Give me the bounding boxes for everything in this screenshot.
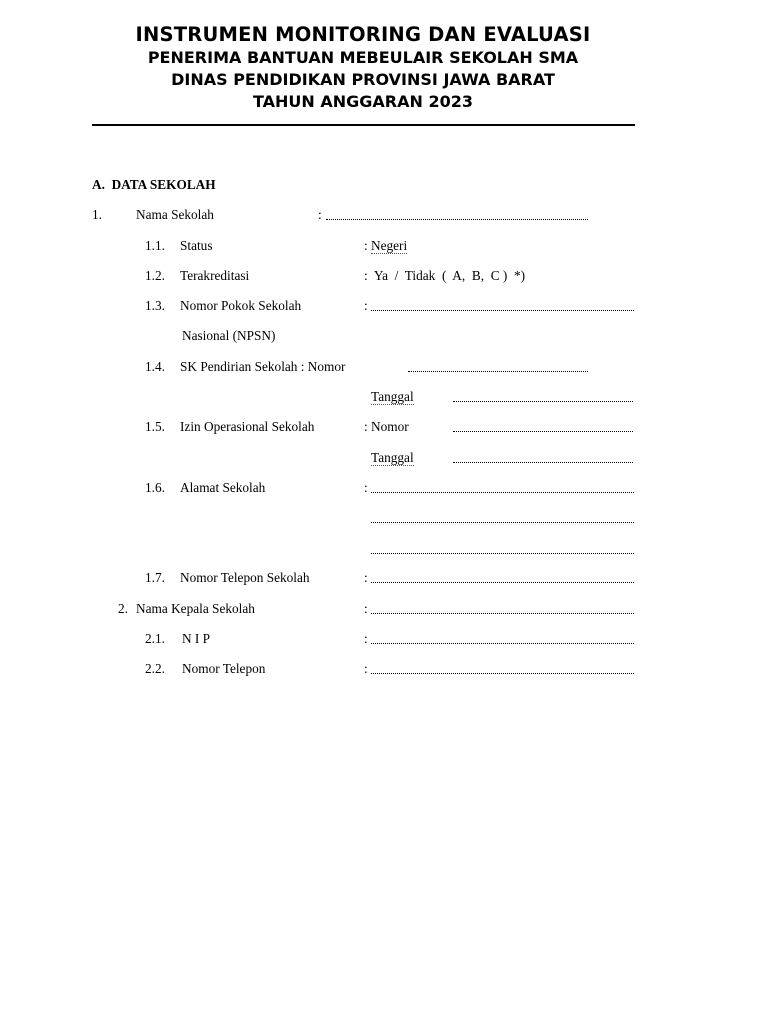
header-subtitle-1: PENERIMA BANTUAN MEBEULAIR SEKOLAH SMA: [147, 48, 579, 67]
izin-operasional-nomor-field[interactable]: [453, 431, 633, 432]
item1-1-number: 1.1.: [145, 238, 165, 253]
item1-5-label: Izin Operasional Sekolah: [180, 419, 315, 434]
item1-4-number: 1.4.: [145, 359, 165, 374]
header-subtitle-2: DINAS PENDIDIKAN PROVINSI JAWA BARAT: [171, 70, 555, 89]
item1-5-nomor-label: : Nomor: [364, 419, 409, 434]
item1-3-colon: :: [364, 298, 368, 313]
item1-number: 1.: [92, 207, 102, 222]
item2-1-label: N I P: [182, 631, 211, 646]
npsn-field[interactable]: [371, 310, 634, 311]
status-value-text: Negeri: [371, 238, 408, 253]
item1-7-label: Nomor Telepon Sekolah: [180, 570, 310, 585]
status-value: [371, 238, 407, 254]
header-title: INSTRUMEN MONITORING DAN EVALUASI: [135, 23, 591, 46]
nip-field[interactable]: [371, 643, 634, 644]
kepala-sekolah-field[interactable]: [371, 613, 634, 614]
header-subtitle-3: TAHUN ANGGARAN 2023: [252, 92, 473, 111]
telepon-sekolah-field[interactable]: [371, 582, 634, 583]
sk-pendirian-nomor-field[interactable]: [408, 371, 588, 372]
item1-2-number: 1.2.: [145, 268, 165, 283]
sk-pendirian-tanggal-field[interactable]: [453, 401, 633, 402]
izin-operasional-tanggal-field[interactable]: [453, 462, 633, 463]
item1-3-label: Nomor Pokok Sekolah: [180, 298, 302, 313]
item1-7-number: 1.7.: [145, 570, 165, 585]
item2-1-number: 2.1.: [145, 631, 165, 646]
item1-5-tanggal-label: [371, 450, 414, 466]
item2-1-colon: :: [364, 631, 368, 646]
item1-1-label: Status: [180, 238, 213, 253]
item1-4-tanggal-text: Tanggal: [371, 389, 414, 404]
item2-2-colon: :: [364, 661, 368, 676]
item1-5-tanggal-text: Tanggal: [371, 450, 414, 465]
nama-sekolah-field[interactable]: [326, 219, 588, 220]
item1-6-label: Alamat Sekolah: [180, 480, 266, 495]
item1-3-number: 1.3.: [145, 298, 165, 313]
item1-6-colon: :: [364, 480, 368, 495]
item1-7-colon: :: [364, 570, 368, 585]
item1-3-label-2: Nasional (NPSN): [182, 328, 276, 343]
item1-1-colon: :: [364, 238, 368, 253]
item2-label: Nama Kepala Sekolah: [136, 601, 255, 616]
item1-4-label: SK Pendirian Sekolah : Nomor: [180, 359, 346, 374]
document-header: [92, 22, 634, 113]
item2-2-number: 2.2.: [145, 661, 165, 676]
item1-label: Nama Sekolah: [136, 207, 214, 222]
telepon-kepala-field[interactable]: [371, 673, 634, 674]
alamat-field-line-3[interactable]: [371, 553, 634, 554]
section-a-title: A. DATA SEKOLAH: [92, 177, 216, 192]
alamat-field-line-1[interactable]: [371, 492, 634, 493]
item1-5-number: 1.5.: [145, 419, 165, 434]
item1-colon: :: [318, 207, 322, 222]
item2-number: 2.: [118, 601, 128, 616]
item2-2-label: Nomor Telepon: [182, 661, 266, 676]
akreditasi-options: : Ya / Tidak ( A, B, C ) *): [364, 268, 526, 283]
item1-4-tanggal-label: [371, 389, 414, 405]
item1-6-number: 1.6.: [145, 480, 165, 495]
item2-colon: :: [364, 601, 368, 616]
alamat-field-line-2[interactable]: [371, 522, 634, 523]
item1-2-label: Terakreditasi: [180, 268, 250, 283]
header-rule: [92, 124, 635, 126]
